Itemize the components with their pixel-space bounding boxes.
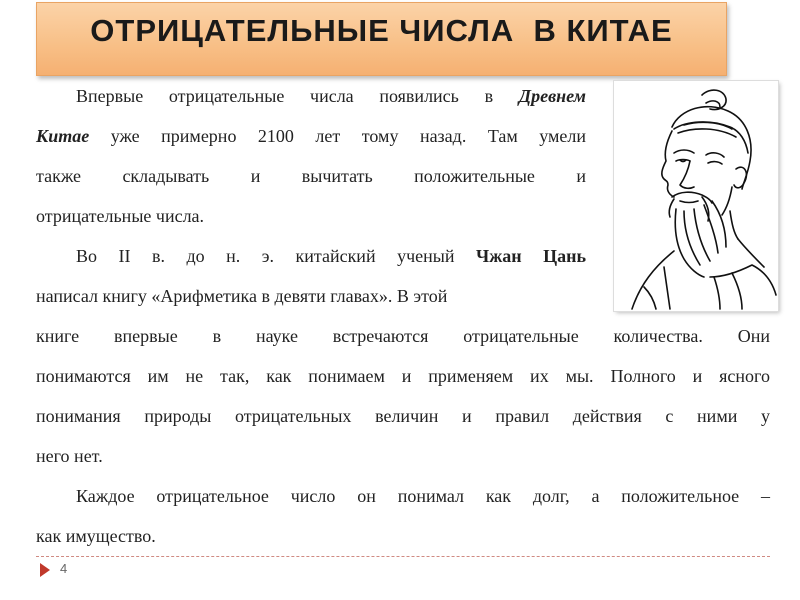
paragraph-3-line-2: как имущество. xyxy=(36,526,156,546)
title-banner xyxy=(36,2,727,76)
portrait-sketch-icon xyxy=(614,81,778,311)
footer-divider xyxy=(36,556,770,557)
paragraph-1-line-2: Китае уже примерно 2100 лет тому назад. Там умели xyxy=(36,126,586,146)
paragraph-2-top xyxy=(36,236,586,316)
paragraph-2-line-4: понимаются им не так, как понимаем и применяем их мы. Полного и ясного xyxy=(36,366,770,386)
emphasis-china: Китае xyxy=(36,126,90,146)
portrait-zhang-can xyxy=(614,81,778,311)
slide-title: ОТРИЦАТЕЛЬНЫЕ ЧИСЛА В КИТАЕ xyxy=(90,13,673,48)
page-number: 4 xyxy=(60,561,68,576)
paragraph-1 xyxy=(36,76,586,236)
slide-arrow-icon xyxy=(40,563,50,577)
paragraph-2-line-2: написал книгу «Арифметика в девяти главах». В этой xyxy=(36,286,448,306)
paragraph-3 xyxy=(36,476,770,556)
scholar-name: Чжан Цань xyxy=(475,246,587,266)
paragraph-2-bottom xyxy=(36,316,770,476)
paragraph-1-line-1: Впервые отрицательные числа появились в Древнем xyxy=(76,86,586,106)
emphasis-ancient: Древнем xyxy=(518,86,586,106)
paragraph-2-line-1: Во II в. до н. э. китайский ученый Чжан Цань xyxy=(76,246,587,266)
paragraph-3-line-1: Каждое отрицательное число он понимал как долг, а положительное – xyxy=(76,486,770,506)
paragraph-2-line-3: книге впервые в науке встречаются отрицательные количества. Они xyxy=(36,326,770,346)
paragraph-2-line-5: понимания природы отрицательных величин и правил действия с ними у xyxy=(36,406,770,426)
paragraph-1-line-4: отрицательные числа. xyxy=(36,206,205,226)
paragraph-1-line-3: также складывать и вычитать положительные и xyxy=(36,166,586,186)
paragraph-2-line-6: него нет. xyxy=(36,446,103,466)
